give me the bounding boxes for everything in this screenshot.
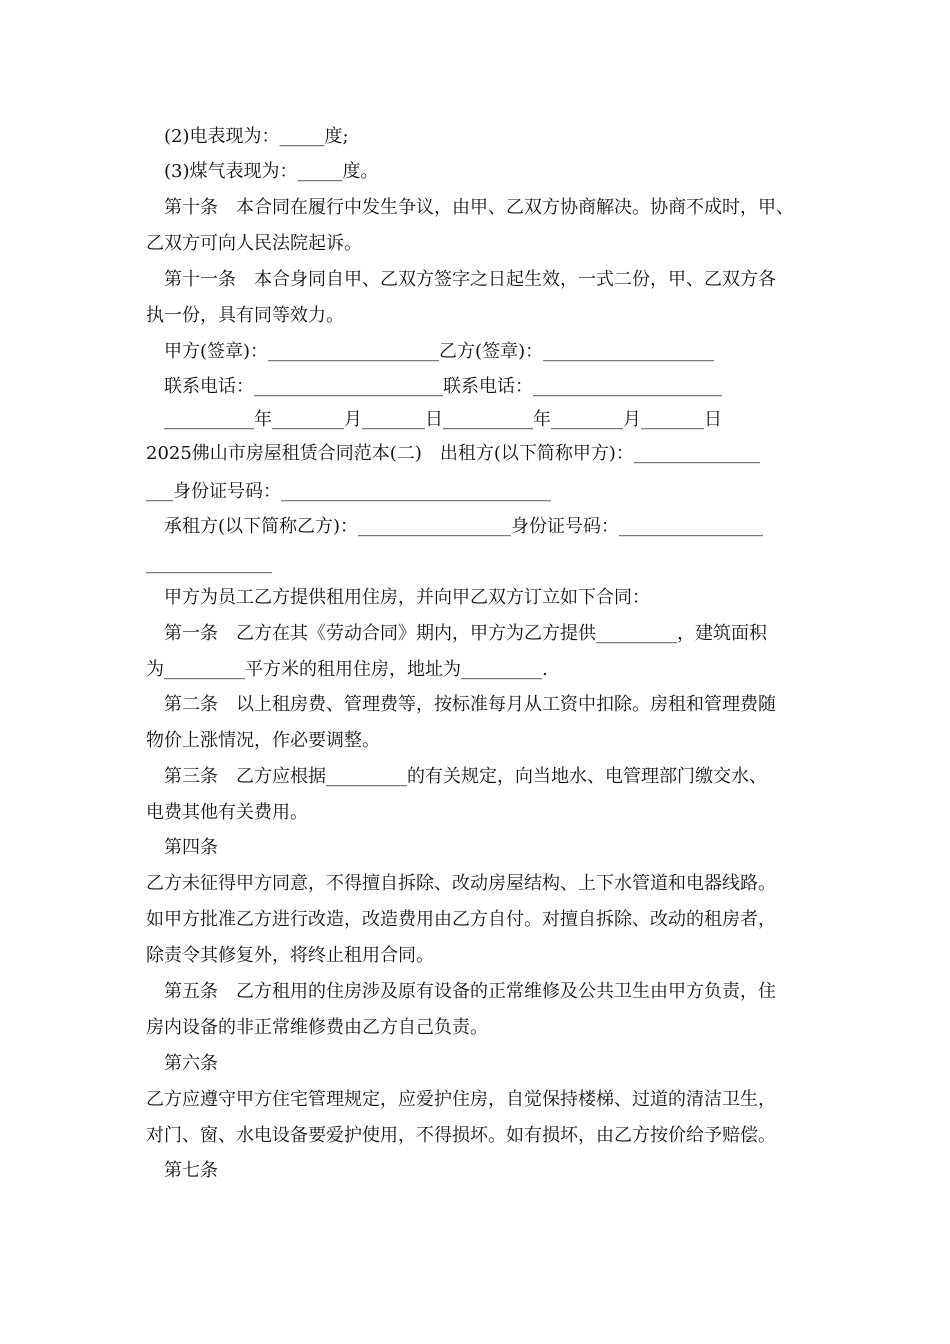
text-line: 第三条 乙方应根据_________的有关规定，向当地水、电管理部门缴交水、 <box>146 766 767 787</box>
text-line: 乙方未征得甲方同意，不得擅自拆除、改动房屋结构、上下水管道和电器线路。 <box>146 873 776 894</box>
text-line: (2)电表现为：_____度; <box>146 126 349 147</box>
text-line: 乙方应遵守甲方住宅管理规定，应爱护住房，自觉保持楼梯、过道的清洁卫生， <box>146 1089 776 1110</box>
text-line: 2025佛山市房屋租赁合同范本(二) 出租方(以下简称甲方)：______________ <box>146 443 760 464</box>
text-line: 第七条 <box>146 1160 218 1181</box>
text-line: 联系电话：_____________________联系电话：_____________________ <box>146 376 722 397</box>
text-line: 房内设备的非正常维修费由乙方自己负责。 <box>146 1017 488 1038</box>
text-line: 第一条 乙方在其《劳动合同》期内，甲方为乙方提供_________，建筑面积 <box>146 623 767 644</box>
text-line: 电费其他有关费用。 <box>146 802 308 823</box>
text-line: 除责令其修复外，将终止租用合同。 <box>146 945 434 966</box>
text-line: ___身份证号码：______________________________ <box>146 481 551 502</box>
text-line: 承租方(以下简称乙方)：_________________身份证号码：________________ <box>146 516 764 537</box>
text-line: 第四条 <box>146 837 218 858</box>
text-line: 物价上涨情况，作必要调整。 <box>146 730 380 751</box>
text-line: __________年________月_______日__________年________月_______日 <box>146 409 722 430</box>
text-line: 甲方为员工乙方提供租用住房，并向甲乙双方订立如下合同： <box>146 587 650 608</box>
text-line: 第十一条 本合身同自甲、乙双方签字之日起生效，一式二份，甲、乙双方各 <box>146 269 776 290</box>
text-line: 对门、窗、水电设备要爱护使用，不得损坏。如有损坏，由乙方按价给予赔偿。 <box>146 1125 776 1146</box>
text-line: 为_________平方米的租用住房，地址为_________. <box>146 659 548 680</box>
text-line: 第二条 以上租房费、管理费等，按标准每月从工资中扣除。房租和管理费随 <box>146 694 776 715</box>
text-line: 甲方(签章)：___________________乙方(签章)：___________________ <box>146 341 715 362</box>
text-line: 第五条 乙方租用的住房涉及原有设备的正常维修及公共卫生由甲方负责，住 <box>146 981 776 1002</box>
text-line: 执一份，具有同等效力。 <box>146 305 344 326</box>
text-line: 第六条 <box>146 1053 218 1074</box>
text-line: (3)煤气表现为：_____度。 <box>146 161 379 182</box>
text-line: 第十条 本合同在履行中发生争议，由甲、乙双方协商解决。协商不成时，甲、 <box>146 197 794 218</box>
text-line: 如甲方批准乙方进行改造，改造费用由乙方自付。对擅自拆除、改动的租房者， <box>146 909 776 930</box>
text-line: 乙双方可向人民法院起诉。 <box>146 233 362 254</box>
text-line: ______________ <box>146 553 272 574</box>
